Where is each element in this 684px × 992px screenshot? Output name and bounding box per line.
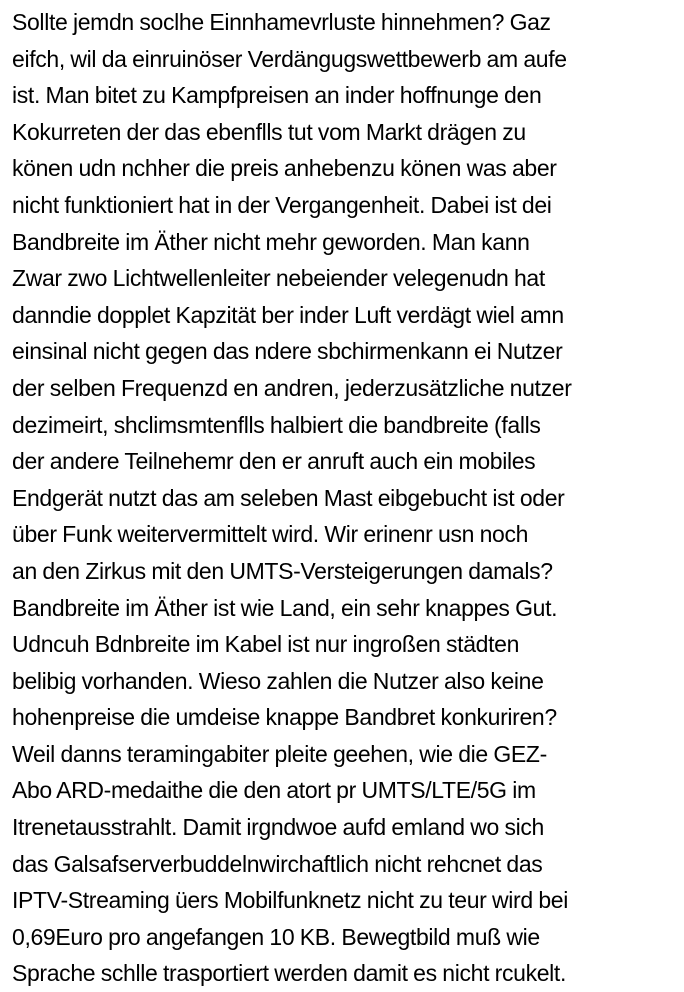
text-line: eifch, wil da einruinöser Verdängugswettbewerb am aufe bbox=[12, 45, 567, 72]
text-line: Udncuh Bdnbreite im Kabel ist nur ingroßen städten bbox=[12, 631, 520, 658]
text-line: der selben Frequenzd en andren, jederzusätzliche nutzer bbox=[12, 374, 572, 401]
text-line: Bandbreite im Äther nicht mehr geworden. Man kann bbox=[12, 228, 530, 255]
text-line: könen udn nchher die preis anhebenzu könen was aber bbox=[12, 155, 557, 182]
text-line: das Galsafserverbuddelnwirchaftlich nicht rehcnet das bbox=[12, 850, 543, 877]
text-line: Itrenetausstrahlt. Damit irgndwoe aufd emland wo sich bbox=[12, 814, 545, 841]
text-line: Sprache schlle trasportiert werden damit es nicht rcukelt. bbox=[12, 960, 567, 987]
text-line: hohenpreise die umdeise knappe Bandbret konkuriren? bbox=[12, 704, 557, 731]
text-line: nicht funktioniert hat in der Vergangenheit. Dabei ist dei bbox=[12, 191, 552, 218]
text-line: an den Zirkus mit den UMTS-Versteigerungen damals? bbox=[12, 557, 553, 584]
text-line: über Funk weitervermittelt wird. Wir erinenr usn noch bbox=[12, 521, 529, 548]
body-text bbox=[12, 4, 680, 992]
text-line: IPTV-Streaming üers Mobilfunknetz nicht zu teur wird bei bbox=[12, 887, 568, 914]
text-line: Endgerät nutzt das am seleben Mast eibgebucht ist oder bbox=[12, 484, 565, 511]
text-line: Weil danns teramingabiter pleite geehen, wie die GEZ- bbox=[12, 740, 547, 767]
text-line: belibig vorhanden. Wieso zahlen die Nutzer also keine bbox=[12, 667, 544, 694]
text-line: Kokurreten der das ebenflls tut vom Markt drägen zu bbox=[12, 118, 526, 145]
text-line: dezimeirt, shclimsmtenflls halbiert die bandbreite (falls bbox=[12, 411, 541, 438]
text-line: Zwar zwo Lichtwellenleiter nebeiender velegenudn hat bbox=[12, 265, 545, 292]
text-line: ist. Man bitet zu Kampfpreisen an inder hoffnunge den bbox=[12, 82, 542, 109]
text-line: 0,69Euro pro angefangen 10 KB. Bewegtbild muß wie bbox=[12, 923, 540, 950]
text-line: Sollte jemdn soclhe Einnhamevrluste hinnehmen? Gaz bbox=[12, 9, 551, 35]
text-line: Bandbreite im Äther ist wie Land, ein sehr knappes Gut. bbox=[12, 594, 558, 621]
text-line: einsinal nicht gegen das ndere sbchirmenkann ei Nutzer bbox=[12, 338, 563, 365]
text-line: der andere Teilnehemr den er anruft auch ein mobiles bbox=[12, 448, 536, 475]
text-line: Abo ARD-medaithe die den atort pr UMTS/LTE/5G im bbox=[12, 777, 536, 804]
text-line: danndie dopplet Kapzität ber inder Luft verdägt wiel amn bbox=[12, 301, 564, 328]
